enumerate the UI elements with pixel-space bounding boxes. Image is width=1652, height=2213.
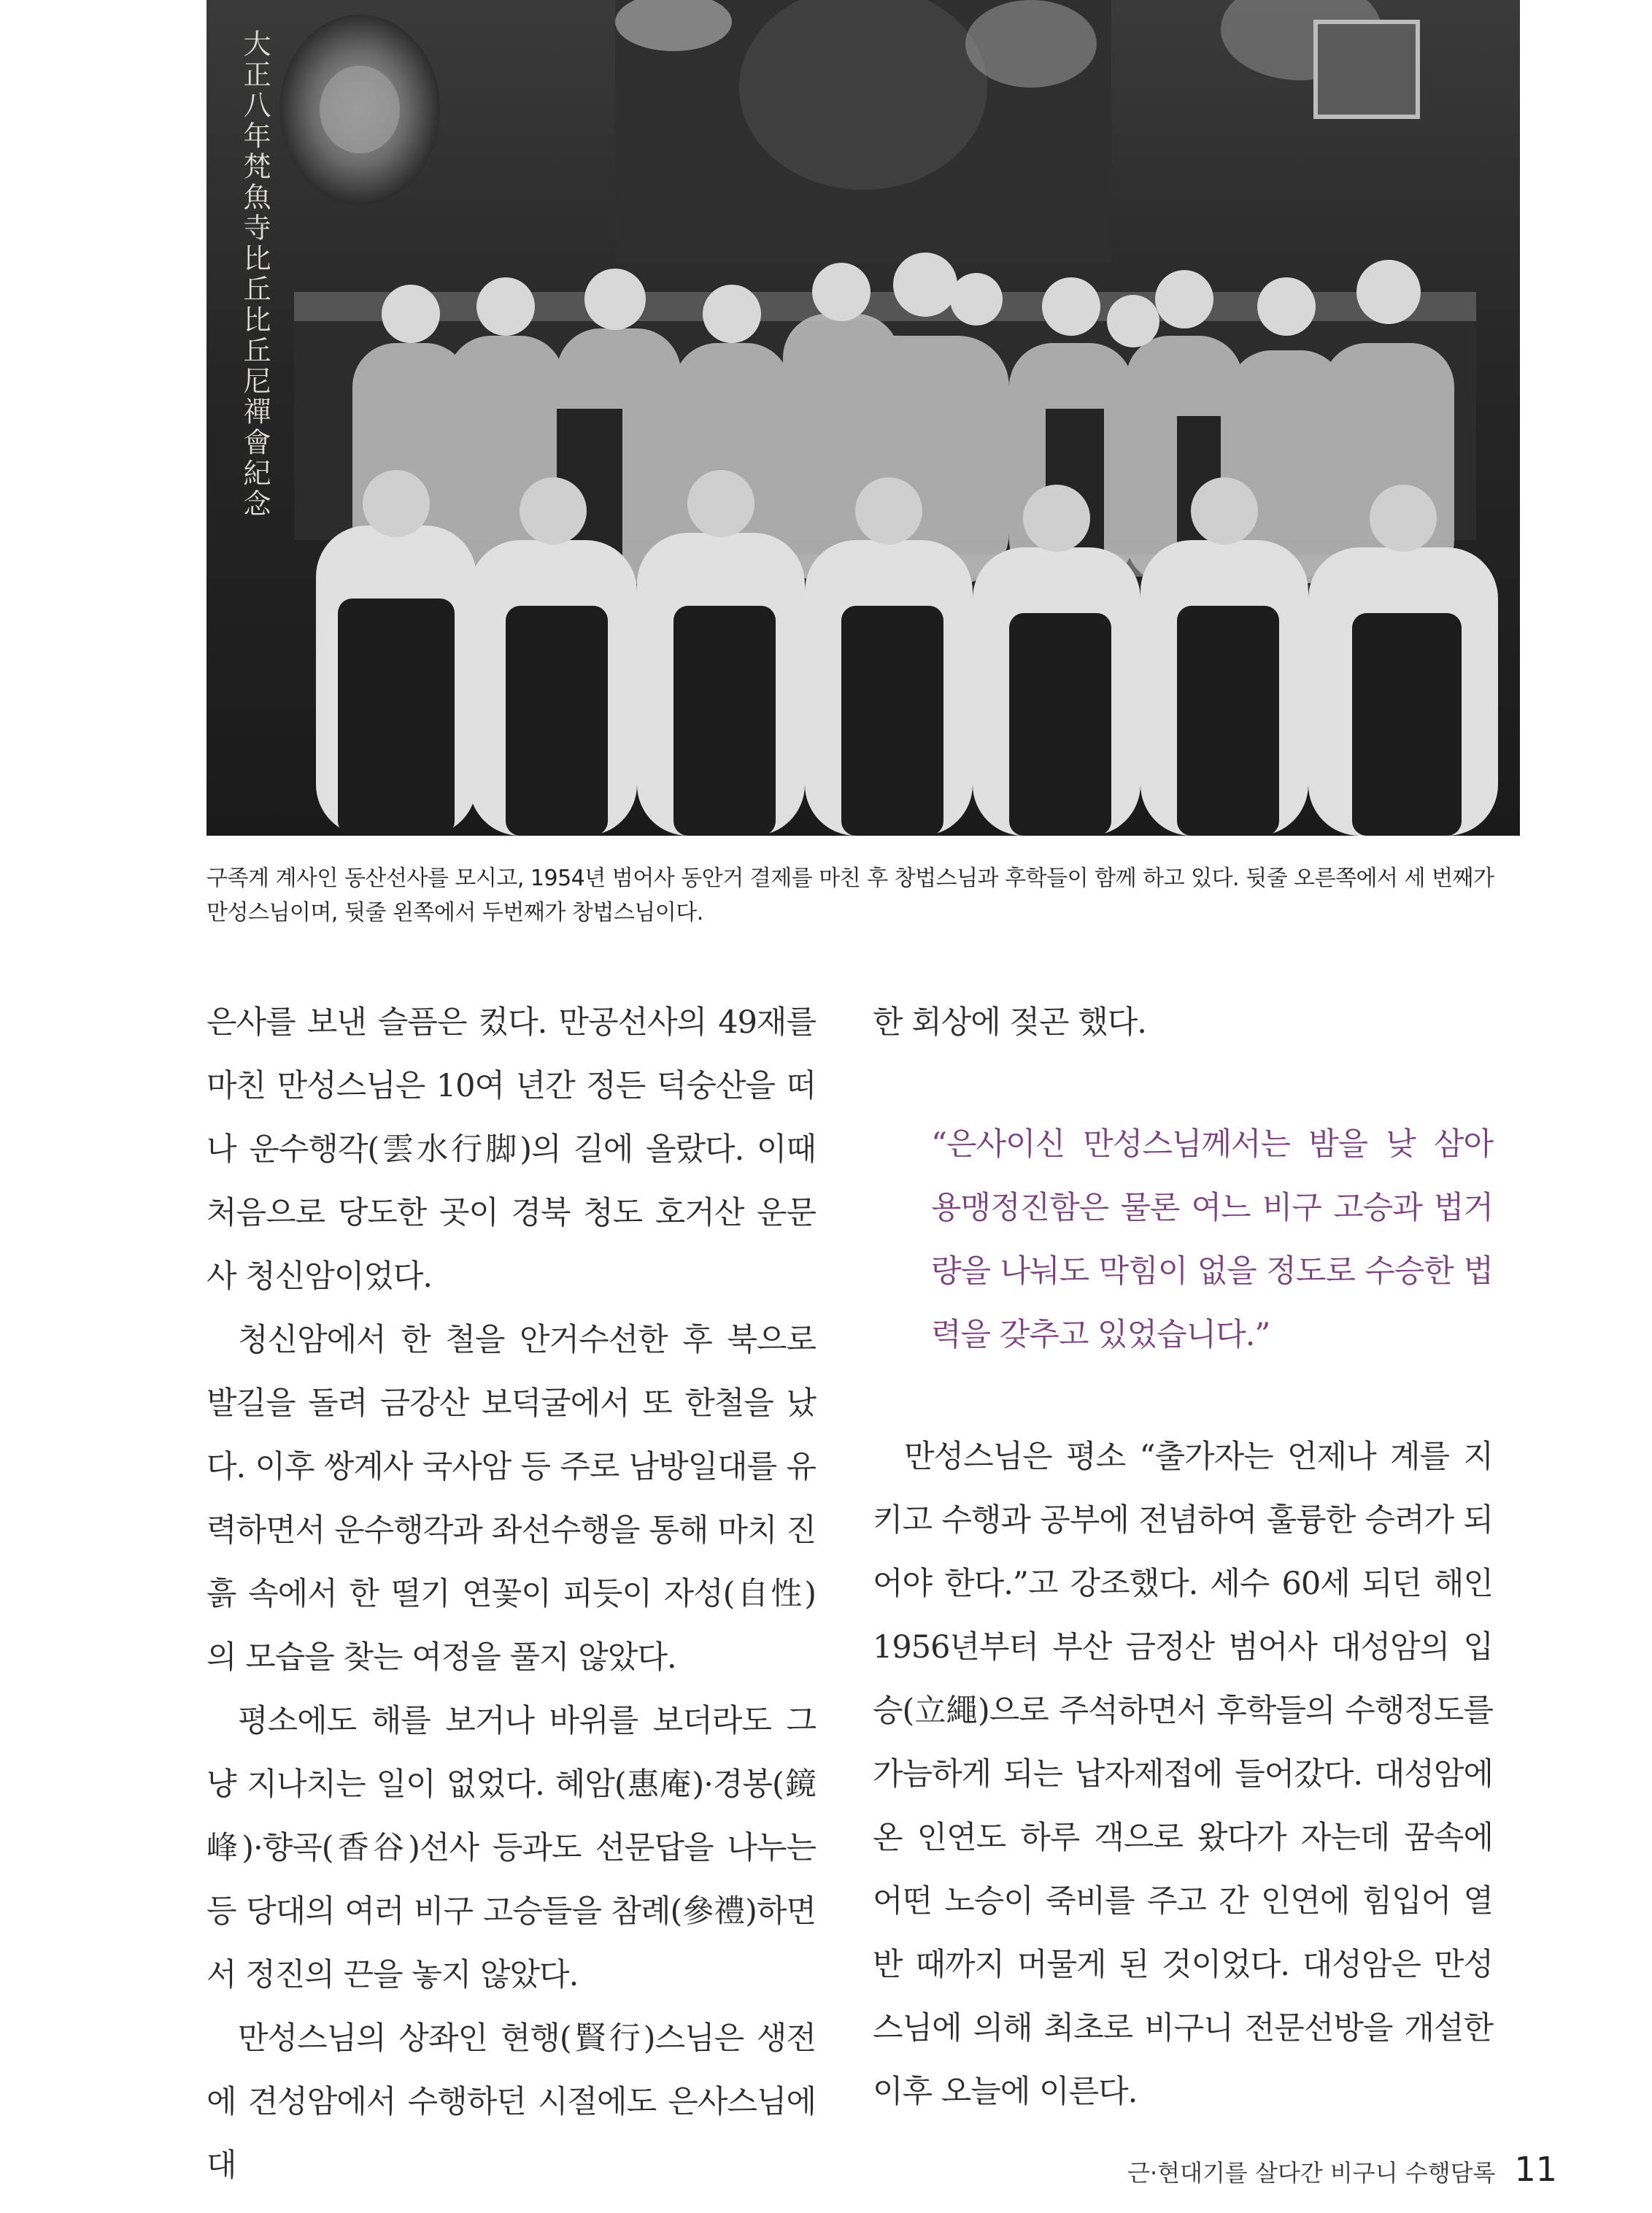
page-footer: [1127, 2150, 1557, 2189]
paragraph: 만성스님은 평소 “출가자는 언제나 계를 지키고 수행과 공부에 전념하여 훌륭한 승려가 되어야 한다.”고 강조했다. 세수 60세 되던 해인 1956년부터 부산 금정산 범어사 대성암의 입승(立繩)으로 주석하면서 후학들의 수행정도를 가늠하게 되는 납자제접에 들어갔다. 대성암에 온 인연도 하루 객으로 왔다가 자는데 꿈속에 어떤 노승이 죽비를 주고 간 인연에 힘입어 열반 때까지 머물게 된 것이었다. 대성암은 만성스님에 의해 최초로 비구니 전문선방을 개설한 이후 오늘에 이른다.: [873, 1439, 1493, 2110]
running-title: 근·현대기를 살다간 비구니 수행담록: [1127, 2159, 1496, 2187]
photo-inscription: 大正八年梵魚寺比丘比丘尼禪會紀念: [239, 29, 271, 520]
right-column: [873, 991, 1493, 2124]
page-number: 11: [1514, 2150, 1557, 2189]
paragraph: 청신암에서 한 철을 안거수선한 후 북으로 발길을 돌려 금강산 보덕굴에서 또 한철을 났다. 이후 쌍계사 국사암 등 주로 남방일대를 유력하면서 운수행각과 좌선수행을 통해 마치 진흙 속에서 한 떨기 연꽃이 피듯이 자성(自性)의 모습을 찾는 여정을 풀지 않았다.: [206, 1322, 816, 1676]
paragraph: 만성스님의 상좌인 현행(賢行)스님은 생전에 견성암에서 수행하던 시절에도 은사스님에 대: [206, 2020, 816, 2184]
group-photo-image: [206, 0, 1520, 836]
pull-quote: “은사이신 만성스님께서는 밤을 낮 삼아 용맹정진함은 물론 여느 비구 고승과 법거량을 나눠도 막힘이 없을 정도로 수승한 법력을 갖추고 있었습니다.”: [931, 1126, 1493, 1353]
paragraph: 은사를 보낸 슬픔은 컸다. 만공선사의 49재를 마친 만성스님은 10여 년간 정든 덕숭산을 떠나 운수행각(雲水行脚)의 길에 올랐다. 이때 처음으로 당도한 곳이 경북 청도 호거산 운문사 청신암이었다.: [206, 1004, 816, 1295]
paragraph: 한 회상에 젖곤 했다.: [873, 1004, 1146, 1041]
group-photo: [206, 0, 1520, 836]
left-column: [206, 991, 816, 2198]
photo-caption: 구족계 계사인 동산선사를 모시고, 1954년 범어사 동안거 결제를 마친 후 창법스님과 후학들이 함께 하고 있다. 뒷줄 오른쪽에서 세 번째가 만성스님이며, 뒷줄 왼쪽에서 두번째가 창법스님이다.: [206, 866, 1494, 925]
paragraph: 평소에도 해를 보거나 바위를 보더라도 그냥 지나치는 일이 없었다. 혜암(惠庵)·경봉(鏡峰)·향곡(香谷)선사 등과도 선문답을 나누는 등 당대의 여러 비구 고승들을 참례(參禮)하면서 정진의 끈을 놓지 않았다.: [206, 1703, 816, 1993]
